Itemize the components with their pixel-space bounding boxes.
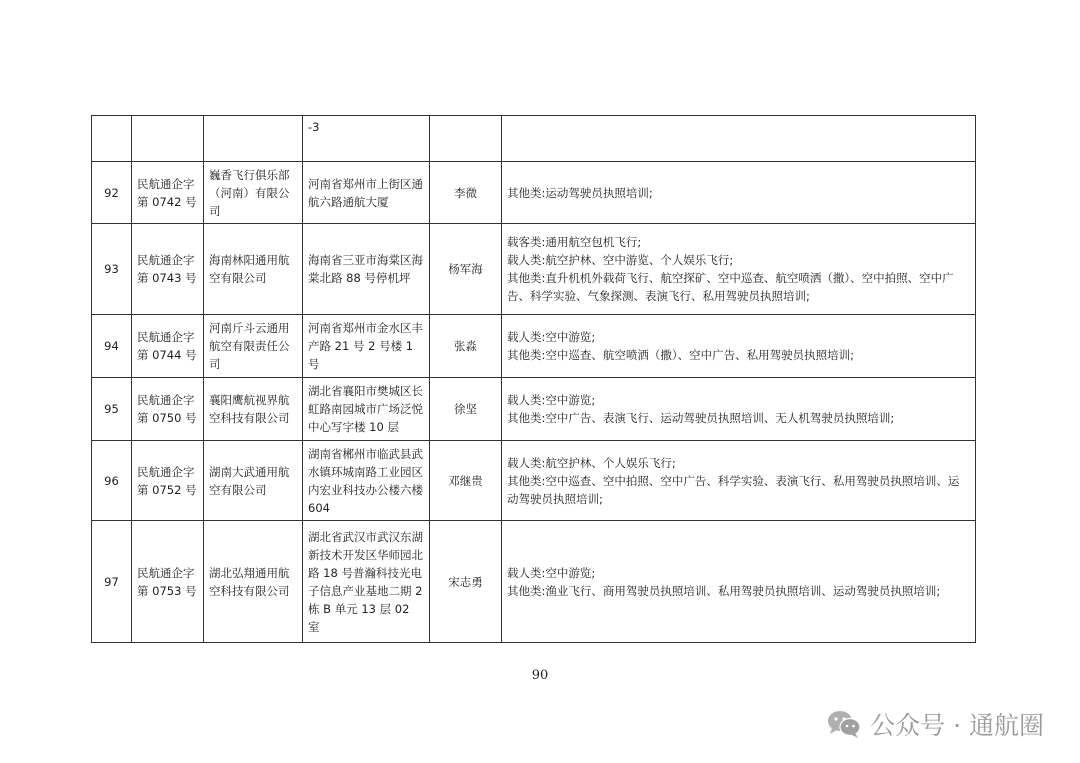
scope-line: 其他类:直升机机外载荷飞行、航空探矿、空中巡查、航空喷洒（撒）、空中拍照、空中广告、科学实验、气象探测、表演飞行、私用驾驶员执照培训; xyxy=(507,271,954,303)
cell-scope xyxy=(502,224,976,315)
scope-line: 载人类:航空护林、个人娱乐飞行; xyxy=(507,455,676,470)
cell-scope xyxy=(502,162,976,224)
cell-person: 宋志勇 xyxy=(430,521,502,643)
table-row xyxy=(92,162,976,224)
scope-line: 载人类:空中游览; xyxy=(507,393,596,407)
cell-person: 邓继贵 xyxy=(430,441,502,521)
scope-line: 载人类:空中游览; xyxy=(507,565,596,580)
cell-license: 民航通企字第 0742 号 xyxy=(132,162,204,224)
cell-scope xyxy=(502,116,976,162)
cell-company: 河南斤斗云通用航空有限责任公司 xyxy=(204,315,303,378)
cell-scope xyxy=(502,441,976,521)
watermark xyxy=(826,704,1044,744)
scope-line: 载人类:空中游览; xyxy=(507,330,596,344)
cell-scope xyxy=(502,315,976,378)
cell-address: 湖北省襄阳市樊城区长虹路南园城市广场泛悦中心写字楼 10 层 xyxy=(303,378,430,441)
cell-company xyxy=(204,116,303,162)
cell-person xyxy=(430,116,502,162)
cell-address: 河南省郑州市金水区丰产路 21 号 2 号楼 1 号 xyxy=(303,315,430,378)
page-number: 90 xyxy=(531,668,549,683)
cell-license: 民航通企字第 0743 号 xyxy=(132,224,204,315)
cell-person: 李微 xyxy=(430,162,502,224)
cell-license: 民航通企字第 0753 号 xyxy=(132,521,204,643)
cell-scope xyxy=(502,378,976,441)
cell-no: 97 xyxy=(92,521,132,643)
table-row xyxy=(92,315,976,378)
cell-no xyxy=(92,116,132,162)
cell-no: 95 xyxy=(92,378,132,441)
scope-line: 其他类:空中广告、表演飞行、运动驾驶员执照培训、无人机驾驶员执照培训; xyxy=(507,411,895,425)
cell-license: 民航通企字第 0752 号 xyxy=(132,441,204,521)
table-row-continuation xyxy=(92,116,976,162)
scope-line: 其他类:渔业飞行、商用驾驶员执照培训、私用驾驶员执照培训、运动驾驶员执照培训; xyxy=(507,583,941,598)
cell-license: 民航通企字第 0750 号 xyxy=(132,378,204,441)
table-row xyxy=(92,224,976,315)
watermark-text: 公众号 · 通航圈 xyxy=(870,711,1044,740)
cell-person: 杨军海 xyxy=(430,224,502,315)
cell-no: 92 xyxy=(92,162,132,224)
cell-address: 海南省三亚市海棠区海棠北路 88 号停机坪 xyxy=(303,224,430,315)
cell-no: 96 xyxy=(92,441,132,521)
cell-license: 民航通企字第 0744 号 xyxy=(132,315,204,378)
cell-company: 巍香飞行俱乐部（河南）有限公司 xyxy=(204,162,303,224)
cell-company: 湖南大武通用航空有限公司 xyxy=(204,441,303,521)
scope-line: 其他类:运动驾驶员执照培训; xyxy=(507,185,653,200)
cell-address: -3 xyxy=(303,116,430,162)
scope-line: 载人类:航空护林、空中游览、个人娱乐飞行; xyxy=(507,253,734,267)
scope-line: 其他类:空中巡查、空中拍照、空中广告、科学实验、表演飞行、私用驾驶员执照培训、运动驾驶员执照培训; xyxy=(507,473,960,506)
cell-address: 河南省郑州市上街区通航六路通航大厦 xyxy=(303,162,430,224)
cell-company: 海南林阳通用航空有限公司 xyxy=(204,224,303,315)
cell-address: 湖南省郴州市临武县武水镇环城南路工业园区内宏业科技办公楼六楼 604 xyxy=(303,441,430,521)
cell-person: 徐坚 xyxy=(430,378,502,441)
cell-scope xyxy=(502,521,976,643)
cell-company: 襄阳鹰航视界航空科技有限公司 xyxy=(204,378,303,441)
cell-license xyxy=(132,116,204,162)
cell-no: 94 xyxy=(92,315,132,378)
cell-person: 张淼 xyxy=(430,315,502,378)
scope-line: 载客类:通用航空包机飞行; xyxy=(507,235,642,249)
cell-company: 湖北弘翔通用航空科技有限公司 xyxy=(204,521,303,643)
table-row xyxy=(92,378,976,441)
registry-table xyxy=(91,115,976,643)
scope-line: 其他类:空中巡查、航空喷洒（撒）、空中广告、私用驾驶员执照培训; xyxy=(507,348,854,362)
table-row xyxy=(92,441,976,521)
table-row xyxy=(92,521,976,643)
cell-no: 93 xyxy=(92,224,132,315)
cell-address: 湖北省武汉市武汉东湖新技术开发区华师园北路 18 号普瀚科技光电子信息产业基地二期 2 栋 B 单元 13 层 02 室 xyxy=(303,521,430,643)
wechat-icon xyxy=(826,709,862,739)
